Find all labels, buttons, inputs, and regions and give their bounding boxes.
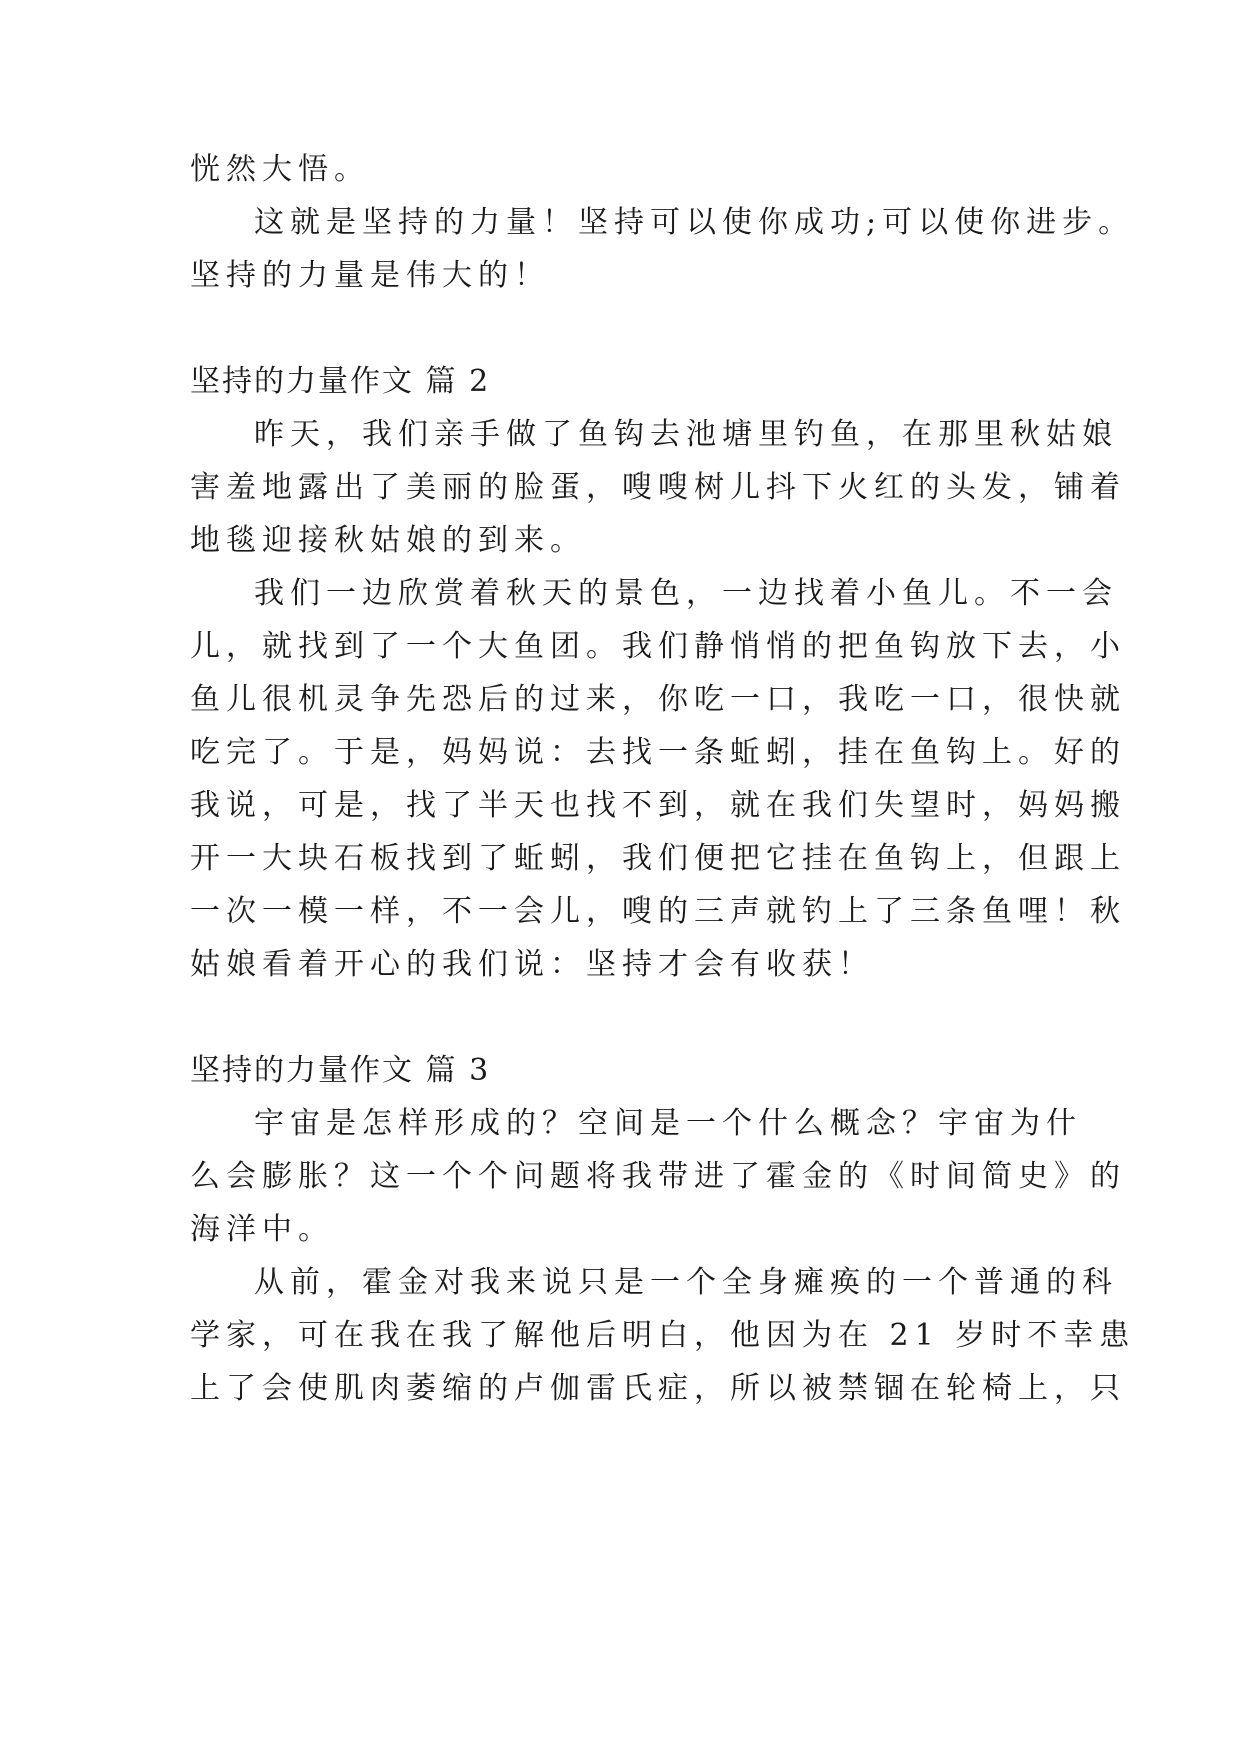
- paragraph-line: 一次一模一样，不一会儿，嗖的三声就钓上了三条鱼哩！秋: [190, 894, 1126, 929]
- paragraph-line: 姑娘看着开心的我们说：坚持才会有收获！: [190, 947, 874, 982]
- paragraph-line: 地毯迎接秋姑娘的到来。: [190, 523, 586, 558]
- paragraph-line: 宇宙是怎样形成的？空间是一个什么概念？宇宙为什: [254, 1106, 1082, 1141]
- paragraph-line: 昨天，我们亲手做了鱼钩去池塘里钓鱼，在那里秋姑娘: [254, 417, 1118, 452]
- paragraph-line: 海洋中。: [190, 1212, 334, 1247]
- paragraph-line: 上了会使肌肉萎缩的卢伽雷氏症，所以被禁锢在轮椅上，只: [190, 1371, 1126, 1406]
- paragraph-line: 害羞地露出了美丽的脸蛋，嗖嗖树儿抖下火红的头发，铺着: [190, 470, 1126, 505]
- paragraph-line: 么会膨胀？这一个个问题将我带进了霍金的《时间简史》的: [190, 1159, 1126, 1194]
- paragraph-line: 开一大块石板找到了蚯蚓，我们便把它挂在鱼钩上，但跟上: [190, 841, 1126, 876]
- essay-heading: 坚持的力量作文 篇 3: [190, 1053, 491, 1088]
- paragraph-line: 鱼儿很机灵争先恐后的过来，你吃一口，我吃一口，很快就: [190, 682, 1126, 717]
- paragraph-line: 这就是坚持的力量！坚持可以使你成功;可以使你进步。: [254, 205, 1135, 240]
- paragraph-line: 学家，可在我在我了解他后明白，他因为在 21 岁时不幸患: [190, 1318, 1136, 1353]
- paragraph-line: 我们一边欣赏着秋天的景色，一边找着小鱼儿。不一会: [254, 576, 1118, 611]
- paragraph-line: 从前，霍金对我来说只是一个全身瘫痪的一个普通的科: [254, 1265, 1118, 1300]
- paragraph-line: 儿，就找到了一个大鱼团。我们静悄悄的把鱼钩放下去，小: [190, 629, 1126, 664]
- paragraph-line: 吃完了。于是，妈妈说：去找一条蚯蚓，挂在鱼钩上。好的: [190, 735, 1126, 770]
- paragraph-line: 我说，可是，找了半天也找不到，就在我们失望时，妈妈搬: [190, 788, 1126, 823]
- paragraph-line: 恍然大悟。: [190, 152, 370, 187]
- paragraph-line: 坚持的力量是伟大的！: [190, 258, 550, 293]
- essay-heading: 坚持的力量作文 篇 2: [190, 364, 491, 399]
